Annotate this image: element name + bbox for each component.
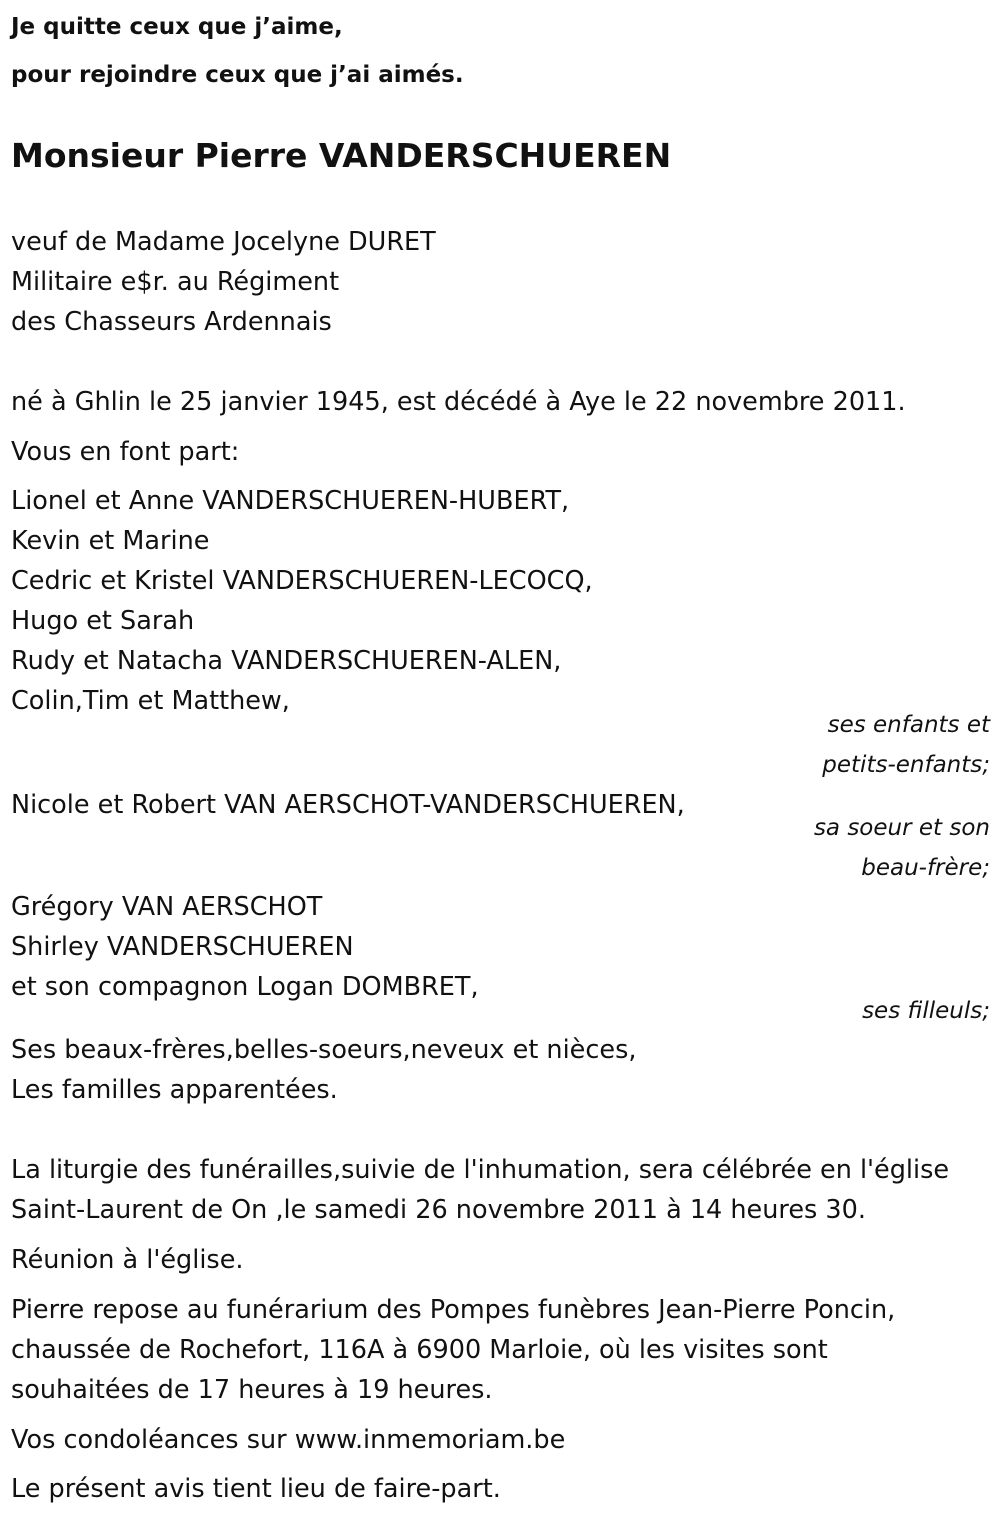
liturgy-line-1: La liturgie des funérailles,suivie de l'inhumation, sera célébrée en l'église bbox=[11, 1155, 950, 1185]
godchild-line: Shirley VANDERSCHUEREN bbox=[11, 932, 354, 962]
godchild-line: et son compagnon Logan DOMBRET, bbox=[11, 972, 479, 1002]
deceased-name: Monsieur Pierre VANDERSCHUEREN bbox=[11, 136, 672, 175]
intro-line-1: veuf de Madame Jocelyne DURET bbox=[11, 227, 436, 257]
children-line: Colin,Tim et Matthew, bbox=[11, 686, 290, 716]
children-line: Rudy et Natacha VANDERSCHUEREN-ALEN, bbox=[11, 646, 562, 676]
condolences-line: Vos condoléances sur www.inmemoriam.be bbox=[11, 1425, 566, 1455]
relatives-line-2: Les familles apparentées. bbox=[11, 1075, 338, 1105]
meeting-line: Réunion à l'église. bbox=[11, 1245, 244, 1275]
rest-line-1: Pierre repose au funérarium des Pompes funèbres Jean-Pierre Poncin, bbox=[11, 1295, 896, 1325]
children-line: Kevin et Marine bbox=[11, 526, 210, 556]
children-line: Lionel et Anne VANDERSCHUEREN-HUBERT, bbox=[11, 486, 570, 516]
sister-role-line-2: beau-frère; bbox=[861, 855, 990, 881]
liturgy-line-2: Saint-Laurent de On ,le samedi 26 novembre 2011 à 14 heures 30. bbox=[11, 1195, 866, 1225]
announce-line: Vous en font part: bbox=[11, 437, 240, 467]
sister-line: Nicole et Robert VAN AERSCHOT-VANDERSCHUEREN, bbox=[11, 790, 685, 820]
notice-line: Le présent avis tient lieu de faire-part. bbox=[11, 1474, 501, 1504]
children-line: Hugo et Sarah bbox=[11, 606, 195, 636]
sister-role-line-1: sa soeur et son bbox=[813, 815, 990, 841]
children-role-line-2: petits-enfants; bbox=[822, 752, 990, 778]
relatives-line-1: Ses beaux-frères,belles-soeurs,neveux et nièces, bbox=[11, 1035, 637, 1065]
children-role-line-1: ses enfants et bbox=[827, 712, 990, 738]
quote-line-2: pour rejoindre ceux que j’ai aimés. bbox=[11, 62, 464, 88]
intro-line-2: Militaire e$r. au Régiment bbox=[11, 267, 340, 297]
quote-line-1: Je quitte ceux que j’aime, bbox=[11, 14, 343, 40]
children-line: Cedric et Kristel VANDERSCHUEREN-LECOCQ, bbox=[11, 566, 593, 596]
rest-line-3: souhaitées de 17 heures à 19 heures. bbox=[11, 1375, 493, 1405]
godchildren-role: ses filleuls; bbox=[862, 998, 990, 1024]
intro-line-3: des Chasseurs Ardennais bbox=[11, 307, 332, 337]
rest-line-2: chaussée de Rochefort, 116A à 6900 Marloie, où les visites sont bbox=[11, 1335, 828, 1365]
godchild-line: Grégory VAN AERSCHOT bbox=[11, 892, 323, 922]
birth-death-line: né à Ghlin le 25 janvier 1945, est décédé à Aye le 22 novembre 2011. bbox=[11, 387, 906, 417]
